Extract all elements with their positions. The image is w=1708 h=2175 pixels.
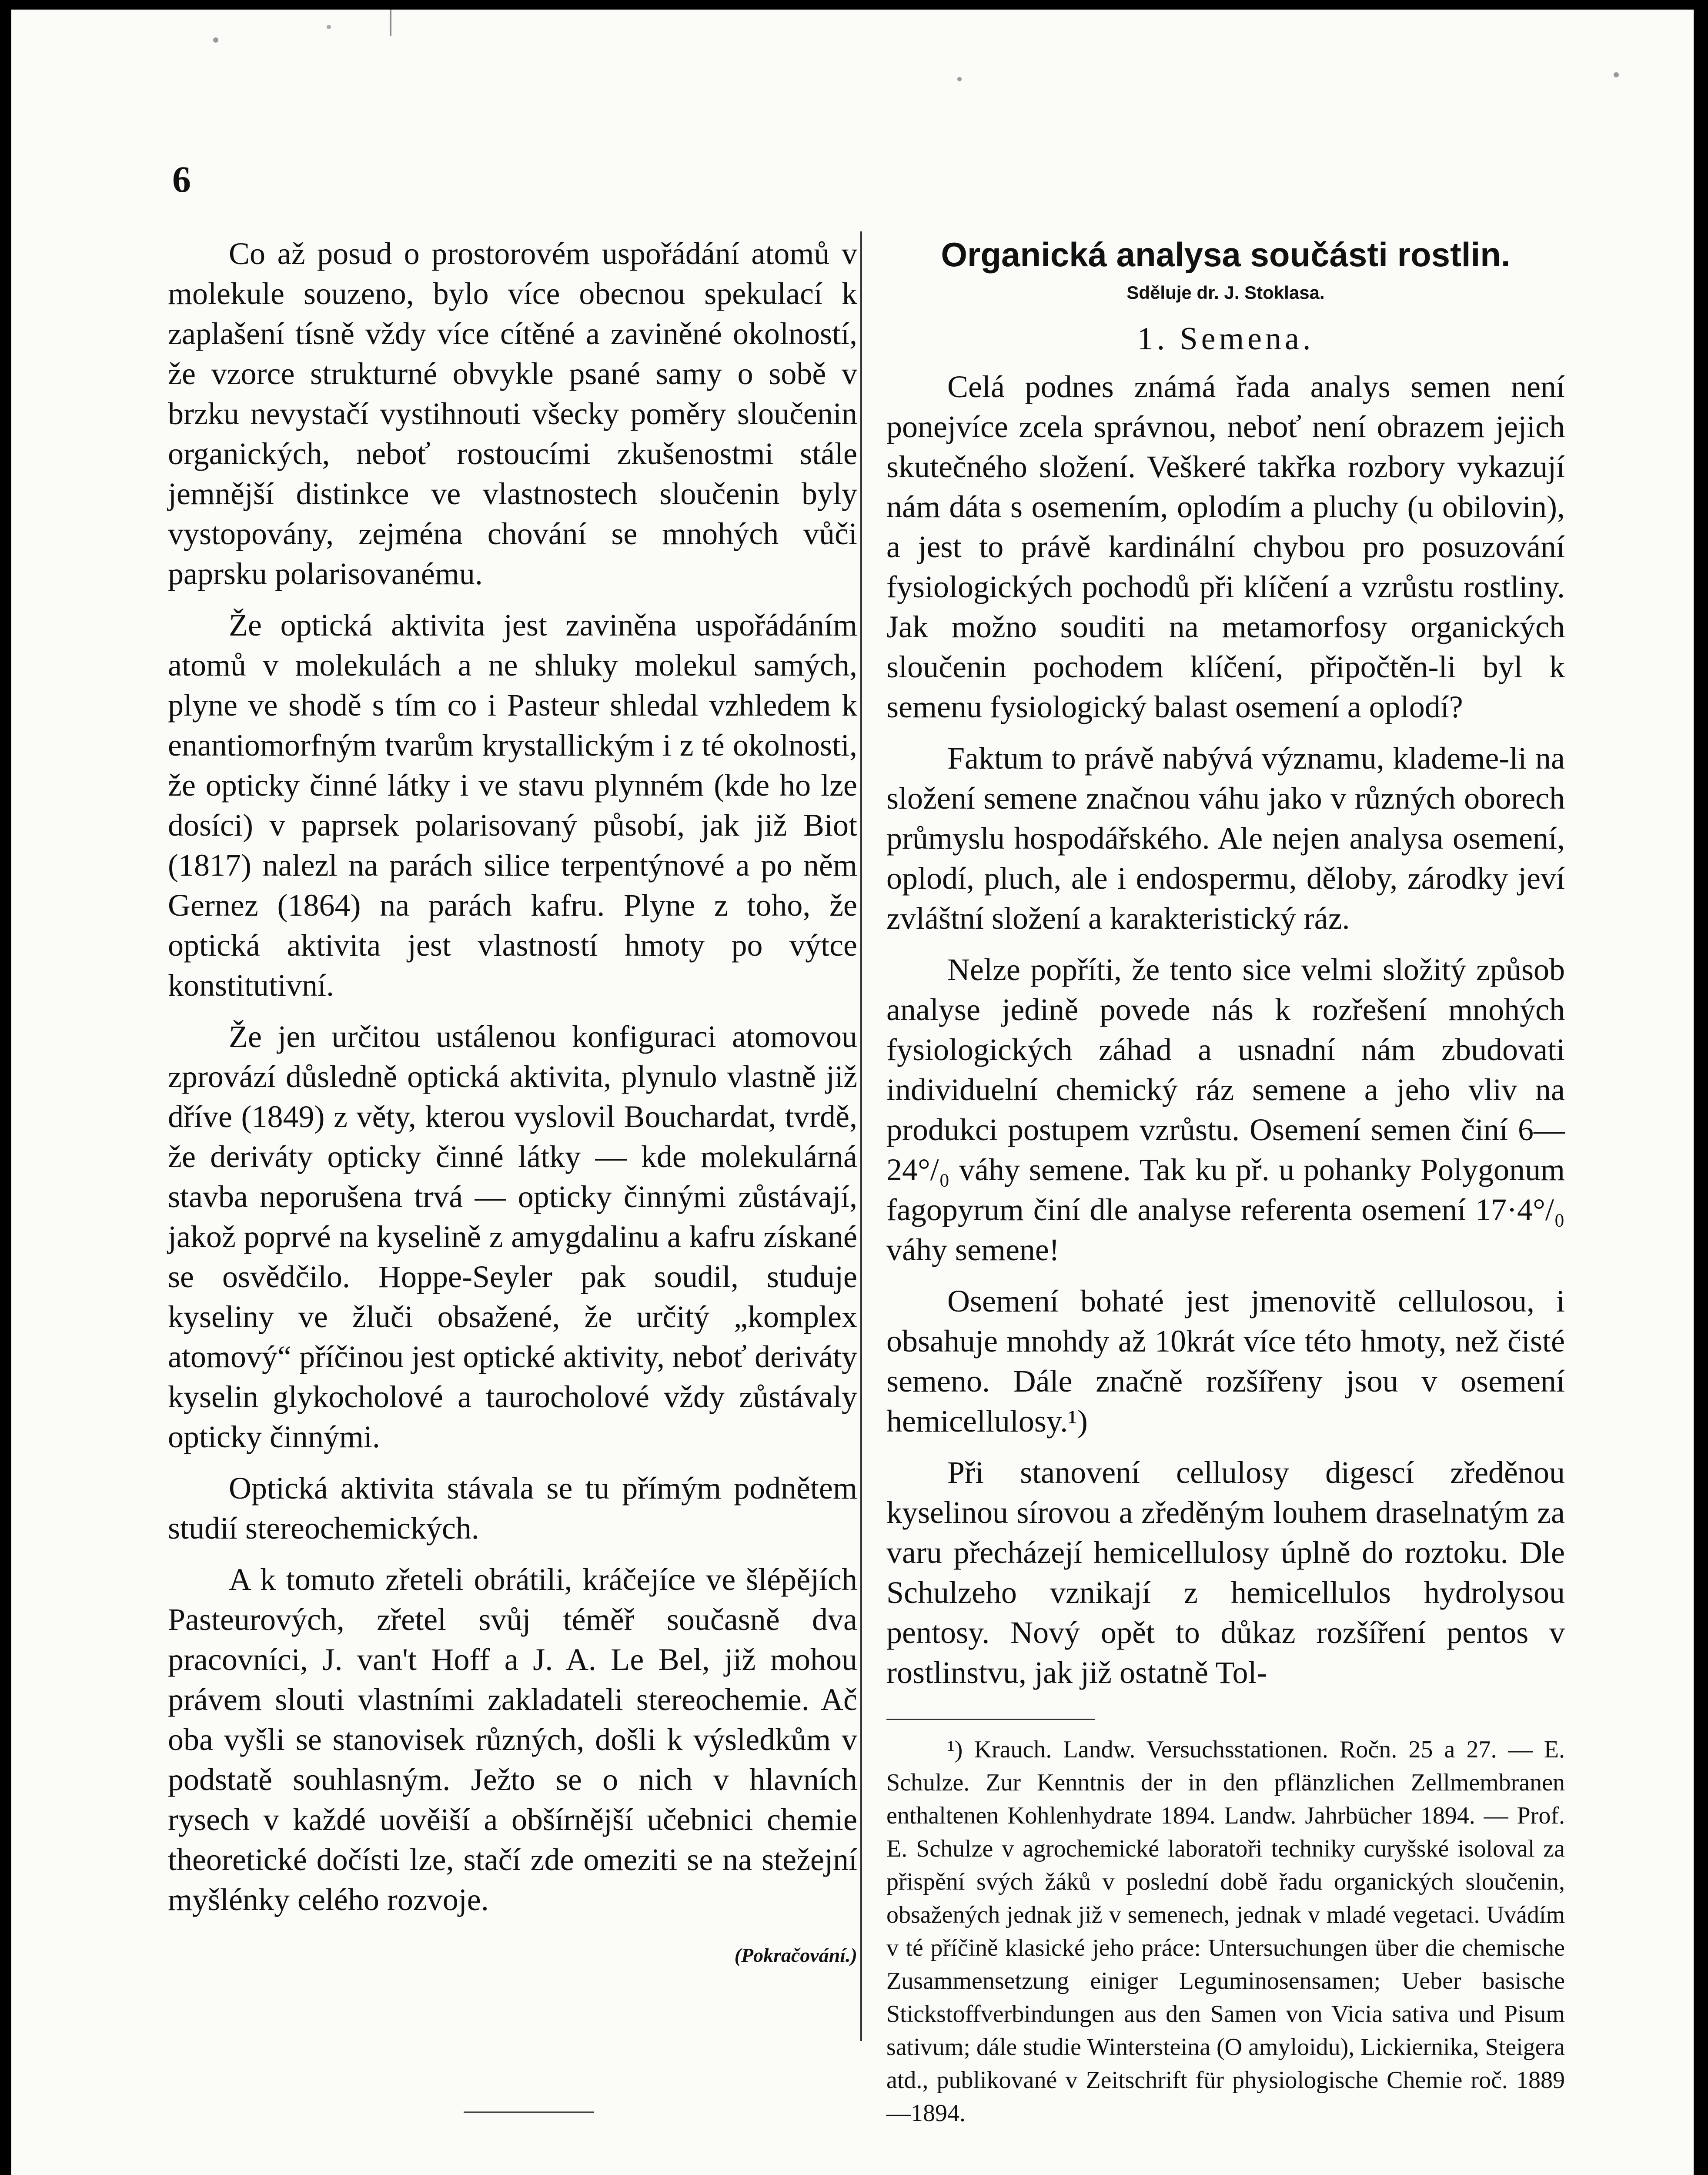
right-paragraph: Nelze popříti, že tento sice velmi složitý způsob analyse jedině povede nás k rozřešení mnohých fysiologických záhad a usnadní nám zbudovati individuelní chemický ráz semene a jeho vliv na produkci postupem vzrůstu. Osemení semen činí 6—24°/₀ váhy semene. Tak ku př. u pohanky Polygonum fagopyrum činí dle analyse referenta osemení 17·4°/₀ váhy semene! <box>886 952 1565 1267</box>
page-number: 6 <box>172 158 191 200</box>
article-title: Organická analysa součásti rostlin. <box>941 235 1511 274</box>
left-paragraph: Že jen určitou ustálenou konfiguraci atomovou zprovází důsledně optická aktivita, plynulo vlastně již dříve (1849) z věty, kterou vyslovil Bouchardat, tvrdě, že deriváty opticky činné látky — kde molekulárná stavba neporušena trvá — opticky činnými zůstávají, jakož poprvé na kyselině z amygdalinu a kafru získané se osvědčilo. Hoppe-Seyler pak soudil, studuje kyseliny ve žluči obsažené, že určitý „komplex atomový“ příčinou jest optické aktivity, neboť deriváty kyselin glykocholové a taurocholové vždy zůstávaly opticky činnými. <box>168 1019 857 1454</box>
right-paragraph: Osemení bohaté jest jmenovitě cellulosou, i obsahuje mnohdy až 10krát více této hmoty, než čisté semeno. Dále značně rozšířeny jsou v osemení hemicellulosy.¹) <box>886 1284 1565 1439</box>
footnote-rule <box>886 1719 1095 1720</box>
left-paragraph: Co až posud o prostorovém uspořádání atomů v molekule souzeno, bylo více obecnou spekulací k zaplašení tísně vždy více cítěné a zaviněné okolností, že vzorce strukturné obvykle psané samy o sobě v brzku nevystačí vystihnouti všecky poměry sloučenin organických, neboť rostoucími zkušenostmi stále jemnější distinkce ve vlastnostech sloučenin byly vystopovány, zejména chování se mnohých vůči paprsku polarisovanému. <box>168 236 857 591</box>
document-page <box>11 10 1694 2175</box>
closing-rule <box>464 2111 594 2113</box>
footnote: ¹) Krauch. Landw. Versuchsstationen. Ročn. 25 a 27. — E. Schulze. Zur Kenntnis der in den pflänzlichen Zellmembranen enthaltenen Kohlenhydrate 1894. Landw. Jahrbücher 1894. — Prof. E. Schulze v agrochemické laboratoři techniky curyšské isoloval za přispění svých žáků v poslední době řadu organických sloučenin, obsažených jednak již v semenech, jednak v mladé vegetaci. Uvádím v té příčině klasické jeho práce: Untersuchungen über die chemische Zusammensetzung einiger Leguminosensamen; Ueber basische Stickstoffverbindungen aus den Samen von Vicia sativa und Pisum sativum; dále studie Wintersteina (O amyloidu), Lickiernika, Steigera atd., publikované v Zeitschrift für physiologische Chemie roč. 1889—1894. <box>886 1736 1565 2127</box>
right-paragraph: Faktum to právě nabývá významu, klademe-li na složení semene značnou váhu jako v různých oborech průmyslu hospodářského. Ale nejen analysa osemení, oplodí, pluch, ale i endospermu, děloby, zárodky jeví zvláštní složení a karakteristický ráz. <box>886 741 1565 936</box>
left-paragraph: Že optická aktivita jest zaviněna uspořádáním atomů v molekulách a ne shluky molekul samých, plyne ve shodě s tím co i Pasteur shledal vzhledem k enantiomorfným tvarům krystallickým i z té okolnosti, že opticky činné látky i ve stavu plynném (kde ho lze dosíci) v paprsek polarisovaný působí, jak již Biot (1817) nalezl na parách silice terpentýnové a po něm Gernez (1864) na parách kafru. Plyne z toho, že optická aktivita jest vlastností hmoty po výtce konstitutivní. <box>168 608 857 1003</box>
left-paragraph: A k tomuto zřeteli obrátili, kráčejíce ve šlépějích Pasteurových, zřetel svůj téměř současně dva pracovníci, J. van't Hoff a J. A. Le Bel, již mohou právem slouti vlastními zakladateli stereochemie. Ač oba vyšli se stanovisek různých, došli k výsledkům v podstatě souhlasným. Ježto se o nich v hlavních rysech v každé uověiší a obšírnější učebnici chemie theoretické dočísti lze, stačí zde omeziti se na stežejní myšlénky celého rozvoje. <box>168 1562 857 1917</box>
left-paragraph: Optická aktivita stávala se tu přímým podnětem studií stereochemických. <box>168 1471 857 1546</box>
byline: Sděluje dr. J. Stoklasa. <box>1126 282 1325 303</box>
left-column <box>168 234 857 1975</box>
right-column <box>886 234 1565 2141</box>
continuation-note: (Pokračování.) <box>734 1944 857 1966</box>
right-paragraph: Celá podnes známá řada analys semen není ponejvíce zcela správnou, neboť není obrazem jejich skutečného složení. Veškeré takřka rozbory vykazují nám dáta s osemením, oplodím a pluchy (u obilovin), a jest to právě kardinální chybou pro posuzování fysiologických pochodů při klíčení a vzrůstu rostliny. Jak možno souditi na metamorfosy organických sloučenin pochodem klíčení, připočtěn-li byl k semenu fysiologický balast osemení a oplodí? <box>886 369 1565 724</box>
section-heading: 1. Semena. <box>1137 321 1314 357</box>
column-divider <box>860 231 862 2041</box>
right-paragraph: Při stanovení cellulosy digescí zředěnou kyselinou sírovou a zředěným louhem draselnatým za varu přecházejí hemicellulosy úplně do roztoku. Dle Schulzeho vznikají z hemicellulos hydrolysou pentosy. Nový opět to důkaz rozšíření pentos v rostlinstvu, jak již ostatně Tol- <box>886 1455 1565 1690</box>
